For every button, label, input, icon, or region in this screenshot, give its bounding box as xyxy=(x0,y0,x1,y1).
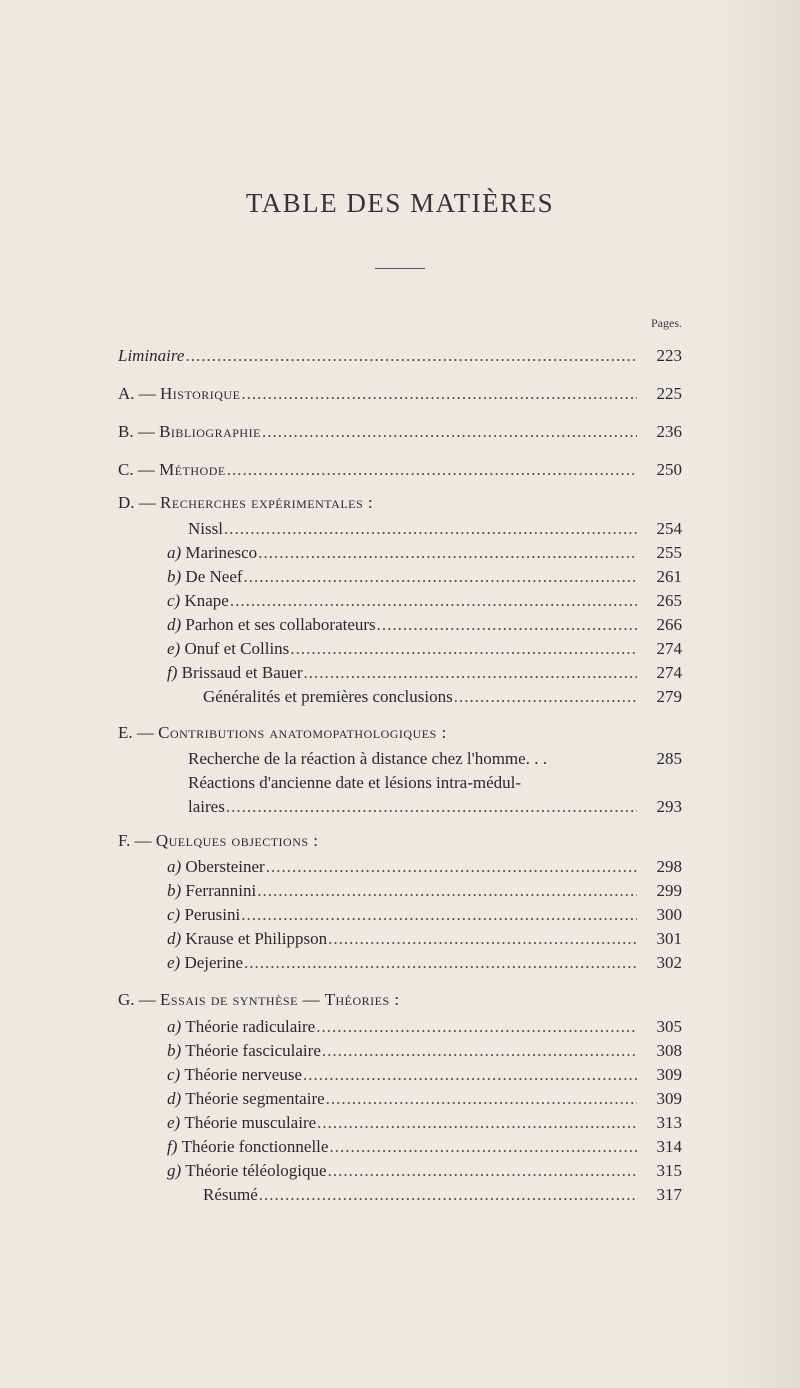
dot-leader xyxy=(230,590,637,612)
entry-page: 266 xyxy=(656,615,682,634)
entry-page: 314 xyxy=(656,1137,682,1156)
page-title: TABLE DES MATIÈRES xyxy=(245,188,555,218)
entry-page: 309 xyxy=(656,1089,682,1108)
section-title: Essais de synthèse — Théories : xyxy=(160,990,400,1009)
toc-entry-bibliographie[interactable] xyxy=(0,421,800,443)
dot-leader xyxy=(317,1112,637,1134)
entry-label: Théorie musculaire xyxy=(184,1113,317,1132)
dot-leader xyxy=(224,518,637,540)
dot-leader xyxy=(262,421,637,443)
entry-label: Obersteiner xyxy=(185,857,265,876)
section-title: Recherches expérimentales : xyxy=(160,493,374,512)
entry-marker: a) xyxy=(167,1017,182,1036)
section-title: Contributions anatomopathologiques : xyxy=(158,723,447,742)
toc-entry-d-6[interactable] xyxy=(0,662,800,684)
entry-label: Méthode xyxy=(159,460,226,479)
toc-entry-f-3[interactable] xyxy=(0,928,800,950)
dot-leader xyxy=(226,796,637,818)
entry-page: 309 xyxy=(656,1065,682,1084)
entry-label: Théorie segmentaire xyxy=(185,1089,325,1108)
title-rule xyxy=(375,268,425,269)
toc-entry-d-1[interactable] xyxy=(0,542,800,564)
entry-label: Krause et Philippson xyxy=(185,929,328,948)
entry-label: Ferrannini xyxy=(185,881,257,900)
section-heading-d xyxy=(118,492,373,514)
entry-page: 300 xyxy=(656,905,682,924)
entry-label: Théorie téléologique xyxy=(185,1161,327,1180)
dot-leader xyxy=(227,459,637,481)
entry-page: 274 xyxy=(656,663,682,682)
entry-marker: c) xyxy=(167,591,181,610)
toc-entry-d-3[interactable] xyxy=(0,590,800,612)
dot-leader xyxy=(241,383,637,405)
entry-marker: a) xyxy=(167,543,182,562)
entry-label: Liminaire xyxy=(118,346,185,365)
dot-leader xyxy=(257,880,637,902)
entry-page: 261 xyxy=(656,567,682,586)
toc-entry-g-3[interactable] xyxy=(0,1088,800,1110)
section-prefix: F. — xyxy=(118,831,152,850)
entry-page: 313 xyxy=(656,1113,682,1132)
toc-entry-liminaire[interactable] xyxy=(0,345,800,367)
dot-leader xyxy=(304,662,638,684)
section-prefix: D. — xyxy=(118,493,156,512)
entry-marker: a) xyxy=(167,857,182,876)
toc-entry-f-1[interactable] xyxy=(0,880,800,902)
dot-leader xyxy=(244,566,637,588)
dot-leader xyxy=(241,904,637,926)
entry-label: Historique xyxy=(160,384,241,403)
entry-page: 305 xyxy=(656,1017,682,1036)
entry-label: Résumé xyxy=(203,1185,258,1204)
entry-page: 301 xyxy=(656,929,682,948)
entry-page: 265 xyxy=(656,591,682,610)
toc-entry-f-4[interactable] xyxy=(0,952,800,974)
entry-label: Recherche de la réaction à distance chez l'homme. . . xyxy=(188,749,547,768)
entry-label: Marinesco xyxy=(185,543,258,562)
toc-entry-g-6[interactable] xyxy=(0,1160,800,1182)
entry-prefix: A. — xyxy=(118,384,156,403)
dot-leader xyxy=(303,1064,637,1086)
entry-label: Dejerine xyxy=(184,953,243,972)
entry-page: 298 xyxy=(656,857,682,876)
entry-marker: e) xyxy=(167,1113,181,1132)
entry-label: laires xyxy=(188,797,225,816)
entry-marker: b) xyxy=(167,1041,182,1060)
entry-label: Brissaud et Bauer xyxy=(181,663,303,682)
dot-leader xyxy=(322,1040,637,1062)
entry-label: Onuf et Collins xyxy=(184,639,290,658)
section-prefix: E. — xyxy=(118,723,154,742)
entry-page: 317 xyxy=(656,1185,682,1204)
toc-entry-e-0[interactable] xyxy=(0,748,800,770)
toc-entry-d-4[interactable] xyxy=(0,614,800,636)
entry-marker: f) xyxy=(167,663,178,682)
entry-page: 225 xyxy=(656,384,682,403)
entry-page: 254 xyxy=(656,519,682,538)
entry-label: Knape xyxy=(184,591,229,610)
entry-marker: b) xyxy=(167,567,182,586)
toc-entry-d-7[interactable] xyxy=(0,686,800,708)
entry-label: Perusini xyxy=(184,905,241,924)
pages-column-header: Pages. xyxy=(651,316,682,330)
toc-entry-f-2[interactable] xyxy=(0,904,800,926)
entry-prefix: B. — xyxy=(118,422,155,441)
entry-label: Théorie nerveuse xyxy=(184,1065,302,1084)
entry-page: 285 xyxy=(656,749,682,768)
entry-page: 223 xyxy=(656,346,682,365)
toc-entry-historique[interactable] xyxy=(0,383,800,405)
entry-label: Théorie radiculaire xyxy=(185,1017,316,1036)
toc-entry-d-5[interactable] xyxy=(0,638,800,660)
entry-page: 274 xyxy=(656,639,682,658)
section-prefix: G. — xyxy=(118,990,156,1009)
toc-entry-g-4[interactable] xyxy=(0,1112,800,1134)
toc-entry-f-0[interactable] xyxy=(0,856,800,878)
toc-entry-e-1[interactable] xyxy=(0,796,800,818)
entry-page: 236 xyxy=(656,422,682,441)
entry-page: 308 xyxy=(656,1041,682,1060)
entry-marker: g) xyxy=(167,1161,182,1180)
dot-leader xyxy=(185,345,637,367)
entry-marker: e) xyxy=(167,639,181,658)
toc-entry-e-1-line1: Réactions d'ancienne date et lésions intra-médul- xyxy=(188,773,522,792)
dot-leader xyxy=(259,1184,637,1206)
dot-leader xyxy=(290,638,637,660)
toc-entry-g-1[interactable] xyxy=(0,1040,800,1062)
dot-leader xyxy=(244,952,637,974)
entry-marker: f) xyxy=(167,1137,178,1156)
dot-leader xyxy=(266,856,637,878)
entry-page: 302 xyxy=(656,953,682,972)
entry-marker: c) xyxy=(167,1065,181,1084)
entry-label: Nissl xyxy=(188,519,223,538)
entry-page: 279 xyxy=(656,687,682,706)
entry-prefix: C. — xyxy=(118,460,155,479)
toc-entry-methode[interactable] xyxy=(0,459,800,481)
entry-label: Bibliographie xyxy=(159,422,261,441)
dot-leader xyxy=(258,542,637,564)
toc-entry-d-0[interactable] xyxy=(0,518,800,540)
dot-leader xyxy=(328,1160,637,1182)
dot-leader xyxy=(328,928,637,950)
dot-leader xyxy=(377,614,637,636)
entry-page: 255 xyxy=(656,543,682,562)
section-title: Quelques objections : xyxy=(155,831,319,850)
toc-entry-g-0[interactable] xyxy=(0,1016,800,1038)
entry-label: De Neef xyxy=(185,567,243,586)
entry-marker: b) xyxy=(167,881,182,900)
entry-page: 293 xyxy=(656,797,682,816)
section-heading-f xyxy=(118,830,319,852)
entry-page: 299 xyxy=(656,881,682,900)
entry-label: Théorie fasciculaire xyxy=(185,1041,321,1060)
entry-marker: d) xyxy=(167,1089,182,1108)
entry-label: Généralités et premières conclusions xyxy=(203,687,453,706)
entry-marker: d) xyxy=(167,615,182,634)
entry-label: Parhon et ses collaborateurs xyxy=(185,615,376,634)
entry-marker: c) xyxy=(167,905,181,924)
entry-page: 250 xyxy=(656,460,682,479)
dot-leader xyxy=(316,1016,637,1038)
toc-entry-g-2[interactable] xyxy=(0,1064,800,1086)
section-heading-g xyxy=(118,989,400,1011)
dot-leader xyxy=(329,1136,637,1158)
toc-entry-g-7[interactable] xyxy=(0,1184,800,1206)
entry-marker: e) xyxy=(167,953,181,972)
entry-page: 315 xyxy=(656,1161,682,1180)
dot-leader xyxy=(454,686,637,708)
section-heading-e xyxy=(118,722,447,744)
toc-entry-d-2[interactable] xyxy=(0,566,800,588)
dot-leader xyxy=(326,1088,637,1110)
toc-entry-g-5[interactable] xyxy=(0,1136,800,1158)
entry-label: Théorie fonctionnelle xyxy=(181,1137,329,1156)
entry-marker: d) xyxy=(167,929,182,948)
